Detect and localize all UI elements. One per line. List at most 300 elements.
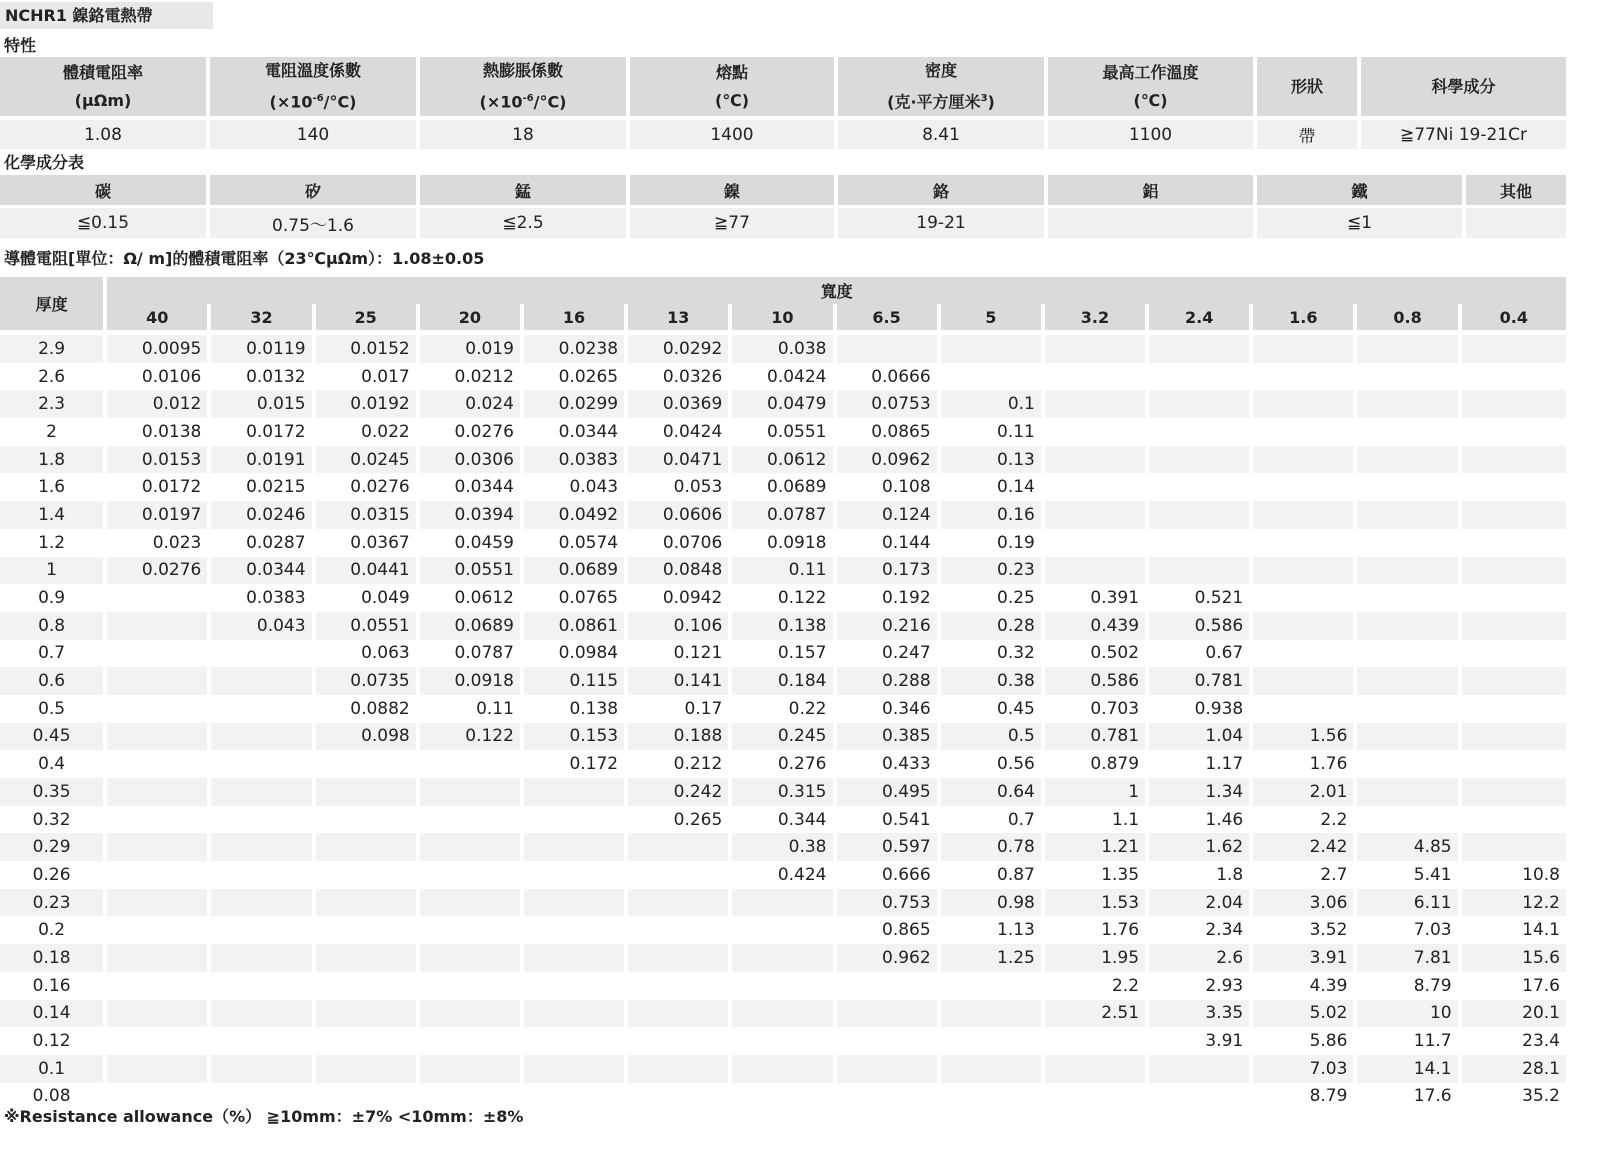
resistance-cell: 0.586 [1045,667,1149,695]
thickness-cell: 0.6 [0,667,107,695]
resistance-cell: 0.22 [732,695,836,723]
resistance-cell [1462,640,1566,668]
resistance-cell [1357,806,1461,834]
resistance-cell [732,944,836,972]
resistance-cell: 0.0551 [420,557,524,585]
resistance-cell [524,1000,628,1028]
table-row [0,944,1566,972]
resistance-cell [211,695,315,723]
resistance-cell [1045,335,1149,363]
resistance-cell [211,1000,315,1028]
resistance-cell: 2.04 [1149,889,1253,917]
resistance-cell: 3.06 [1253,889,1357,917]
resistance-cell [1253,667,1357,695]
thickness-cell: 0.18 [0,944,107,972]
resistance-cell [1462,335,1566,363]
width-col-20: 20 [420,304,524,330]
resistance-cell: 0.25 [941,584,1045,612]
resistance-cell [316,806,420,834]
unit-suffix: ) [987,92,995,112]
resistance-cell [211,750,315,778]
resistance-cell: 0.0865 [837,418,941,446]
element-header-4: 鉻 [838,175,1048,205]
resistance-cell: 1.46 [1149,806,1253,834]
resistance-cell: 1.56 [1253,723,1357,751]
unit-text: (μΩm) [74,90,132,110]
resistance-cell: 0.053 [628,473,732,501]
width-col-1.6: 1.6 [1253,304,1357,330]
resistance-cell: 1.34 [1149,778,1253,806]
resistance-cell: 0.0344 [211,557,315,585]
resistance-cell: 5.41 [1357,861,1461,889]
element-header-5: 鋁 [1048,175,1257,205]
resistance-cell [1462,750,1566,778]
property-header-3 [630,57,838,116]
resistance-cell: 1.1 [1045,806,1149,834]
resistance-cell: 8.79 [1357,972,1461,1000]
resistance-cell [107,612,211,640]
width-col-25: 25 [316,304,420,330]
resistance-cell: 7.03 [1253,1055,1357,1083]
resistance-cell [316,1000,420,1028]
resistance-cell [628,861,732,889]
resistance-cell: 0.11 [420,695,524,723]
properties-table [0,57,1566,149]
resistance-cell [1357,557,1461,585]
resistance-cell: 1.04 [1149,723,1253,751]
resistance-cell: 0.0292 [628,335,732,363]
page-title: NCHR1 鎳鉻電熱帶 [0,2,213,29]
element-value-6: ≦1 [1257,208,1466,238]
resistance-cell [107,1055,211,1083]
resistance-cell [837,1055,941,1083]
resistance-cell [1149,557,1253,585]
resistance-cell: 0.0918 [420,667,524,695]
resistance-cell [1357,695,1461,723]
width-col-6.5: 6.5 [837,304,941,330]
resistance-cell: 2.6 [1149,944,1253,972]
resistance-cell: 0.022 [316,418,420,446]
resistance-cell: 0.67 [1149,640,1253,668]
resistance-cell: 15.6 [1462,944,1566,972]
resistance-cell: 0.541 [837,806,941,834]
resistance-cell: 0.108 [837,473,941,501]
resistance-cell: 0.38 [732,833,836,861]
resistance-cell [524,778,628,806]
table-row [0,750,1566,778]
resistance-cell [1462,418,1566,446]
table-row [0,612,1566,640]
property-header-1 [210,57,420,116]
resistance-cell: 0.0551 [316,612,420,640]
resistance-cell [1253,418,1357,446]
resistance-cell [1045,446,1149,474]
resistance-cell [1462,557,1566,585]
resistance-cell: 0.043 [524,473,628,501]
thickness-cell: 2.3 [0,390,107,418]
resistance-cell [1045,363,1149,391]
resistance-cell: 2.42 [1253,833,1357,861]
property-header-6 [1257,57,1361,116]
property-header-unit [1048,87,1253,115]
resistance-cell [1357,446,1461,474]
resistance-cell [316,833,420,861]
resistance-cell: 5.86 [1253,1027,1357,1055]
width-header: 寬度 [107,277,1566,304]
resistance-cell: 0.0612 [420,584,524,612]
resistance-cell [107,778,211,806]
resistance-cell [1462,833,1566,861]
unit-prefix: (克·平方厘米 [887,92,981,112]
resistance-cell [107,695,211,723]
resistance-cell: 0.938 [1149,695,1253,723]
thickness-cell: 0.26 [0,861,107,889]
thickness-cell: 1 [0,557,107,585]
resistance-cell [628,1000,732,1028]
resistance-cell: 0.0106 [107,363,211,391]
resistance-cell [1149,1055,1253,1083]
resistance-table [0,277,1566,1110]
table-row [0,972,1566,1000]
thickness-cell: 0.12 [0,1027,107,1055]
thickness-cell: 0.4 [0,750,107,778]
resistance-cell: 3.91 [1253,944,1357,972]
resistance-cell: 0.063 [316,640,420,668]
resistance-cell: 0.184 [732,667,836,695]
resistance-cell: 0.0215 [211,473,315,501]
table-row [0,778,1566,806]
property-value-2: 18 [420,120,630,149]
resistance-cell [524,1055,628,1083]
thickness-cell: 0.2 [0,916,107,944]
resistance-cell [107,972,211,1000]
unit-exponent: -6 [522,93,534,104]
resistance-cell [1357,363,1461,391]
resistance-cell [524,833,628,861]
resistance-cell: 0.0132 [211,363,315,391]
resistance-cell [1357,612,1461,640]
element-header-7: 其他 [1466,175,1566,205]
resistance-cell [1462,778,1566,806]
unit-text: (℃) [1133,90,1168,110]
resistance-cell: 3.91 [1149,1027,1253,1055]
element-value-0: ≦0.15 [0,208,210,238]
resistance-cell [732,972,836,1000]
resistance-cell: 0.121 [628,640,732,668]
resistance-cell: 1.76 [1045,916,1149,944]
resistance-cell [1253,695,1357,723]
resistance-cell [1045,473,1149,501]
property-value-6: 帶 [1257,120,1361,149]
resistance-cell: 0.141 [628,667,732,695]
width-col-2.4: 2.4 [1149,304,1253,330]
resistance-cell [628,833,732,861]
resistance-cell: 0.0306 [420,446,524,474]
resistance-cell [628,889,732,917]
resistance-cell [732,1000,836,1028]
resistance-cell: 2.7 [1253,861,1357,889]
table-row [0,473,1566,501]
resistance-cell [1149,501,1253,529]
resistance-cell: 0.0666 [837,363,941,391]
thickness-cell: 1.8 [0,446,107,474]
property-header-unit [0,87,206,115]
thickness-cell: 2 [0,418,107,446]
resistance-cell [316,944,420,972]
resistance-cell: 0.0441 [316,557,420,585]
thickness-cell: 0.8 [0,612,107,640]
resistance-cell: 0.433 [837,750,941,778]
resistance-cell [1462,612,1566,640]
resistance-cell [941,1083,1045,1111]
property-header-label: 形狀 [1290,76,1323,96]
resistance-cell: 0.212 [628,750,732,778]
resistance-cell [1253,612,1357,640]
resistance-cell: 0.124 [837,501,941,529]
resistance-cell: 0.0212 [420,363,524,391]
resistance-cell: 0.0238 [524,335,628,363]
resistance-cell: 8.79 [1253,1083,1357,1111]
resistance-cell: 0.11 [732,557,836,585]
resistance-cell [420,1000,524,1028]
element-header-6: 鐵 [1257,175,1466,205]
resistance-cell: 0.16 [941,501,1045,529]
resistance-cell: 1.76 [1253,750,1357,778]
resistance-cell: 0.0861 [524,612,628,640]
property-value-4: 8.41 [838,120,1048,149]
resistance-cell: 0.14 [941,473,1045,501]
resistance-cell: 0.144 [837,529,941,557]
resistance-cell: 1.21 [1045,833,1149,861]
resistance-cell: 3.35 [1149,1000,1253,1028]
resistance-cell [420,889,524,917]
resistance-cell [837,335,941,363]
resistance-cell: 4.85 [1357,833,1461,861]
resistance-cell [211,778,315,806]
resistance-cell: 0.1 [941,390,1045,418]
resistance-cell: 0.7 [941,806,1045,834]
thickness-cell: 2.9 [0,335,107,363]
resistance-cell: 0.502 [1045,640,1149,668]
resistance-cell: 0.586 [1149,612,1253,640]
resistance-cell: 1.25 [941,944,1045,972]
resistance-cell [732,1083,836,1111]
thickness-cell: 0.5 [0,695,107,723]
resistance-cell [1357,750,1461,778]
resistance-cell: 0.753 [837,889,941,917]
resistance-cell [1045,501,1149,529]
resistance-cell [420,972,524,1000]
resistance-cell: 2.34 [1149,916,1253,944]
element-header-2: 錳 [420,175,630,205]
resistance-cell [837,1083,941,1111]
width-col-0.8: 0.8 [1357,304,1461,330]
resistance-cell [1357,778,1461,806]
resistance-cell: 1.35 [1045,861,1149,889]
resistance-cell: 0.242 [628,778,732,806]
resistance-cell: 0.0299 [524,390,628,418]
resistance-cell: 0.0383 [524,446,628,474]
width-col-40: 40 [107,304,211,330]
resistance-cell [1149,390,1253,418]
resistance-cell: 0.024 [420,390,524,418]
resistance-cell: 0.865 [837,916,941,944]
resistance-cell: 0.265 [628,806,732,834]
resistance-cell [1149,529,1253,557]
resistance-cell [1462,501,1566,529]
resistance-cell: 0.87 [941,861,1045,889]
property-header-label: 電阻溫度係數 [264,61,361,80]
resistance-cell [211,889,315,917]
resistance-cell: 0.0735 [316,667,420,695]
table-row [0,446,1566,474]
resistance-cell: 0.0197 [107,501,211,529]
resistance-cell: 0.173 [837,557,941,585]
resistance-cell: 0.0753 [837,390,941,418]
resistance-cell [524,806,628,834]
resistance-cell: 0.043 [211,612,315,640]
chemical-table [0,175,1566,238]
resistance-cell: 0.188 [628,723,732,751]
property-value-7: ≧77Ni 19-21Cr [1361,120,1566,149]
resistance-cell: 2.2 [1253,806,1357,834]
resistance-cell [211,723,315,751]
resistance-cell: 0.0918 [732,529,836,557]
resistance-cell: 0.0153 [107,446,211,474]
resistance-cell [1357,335,1461,363]
resistance-cell: 0.0471 [628,446,732,474]
resistance-cell [1357,529,1461,557]
element-value-2: ≦2.5 [420,208,630,238]
resistance-cell [941,1027,1045,1055]
resistance-cell [316,778,420,806]
resistance-cell [107,1027,211,1055]
resistance-cell: 0.0344 [420,473,524,501]
property-header-4 [838,57,1048,116]
resistance-cell: 0.017 [316,363,420,391]
resistance-cell: 0.0424 [628,418,732,446]
resistance-cell [316,861,420,889]
resistance-cell: 0.0119 [211,335,315,363]
resistance-cell: 0.0551 [732,418,836,446]
table-row [0,889,1566,917]
resistance-cell: 0.0246 [211,501,315,529]
resistance-cell [837,972,941,1000]
resistance-cell: 0.424 [732,861,836,889]
thickness-header: 厚度 [0,277,107,330]
resistance-cell: 0.346 [837,695,941,723]
resistance-cell [211,1027,315,1055]
resistance-cell [1149,446,1253,474]
element-value-7 [1466,208,1566,238]
resistance-cell: 0.0369 [628,390,732,418]
resistance-cell: 0.049 [316,584,420,612]
resistance-cell [1045,418,1149,446]
resistance-cell [107,584,211,612]
width-col-5: 5 [941,304,1045,330]
resistance-cell: 0.023 [107,529,211,557]
resistance-cell [941,1055,1045,1083]
property-header-7 [1361,57,1566,116]
resistance-cell [1253,557,1357,585]
resistance-cell: 1.17 [1149,750,1253,778]
resistance-cell: 0.0276 [316,473,420,501]
resistance-cell: 0.0574 [524,529,628,557]
resistance-cell: 0.0172 [107,473,211,501]
resistance-cell: 0.0367 [316,529,420,557]
resistance-cell: 0.122 [732,584,836,612]
resistance-cell [1357,667,1461,695]
resistance-cell [1357,723,1461,751]
resistance-cell: 0.38 [941,667,1045,695]
property-header-unit [838,85,1044,116]
chemical-section-title: 化學成分表 [4,153,85,172]
thickness-cell: 0.08 [0,1083,107,1111]
resistance-cell [1462,723,1566,751]
resistance-cell: 0.439 [1045,612,1149,640]
resistance-cell [107,944,211,972]
table-row [0,640,1566,668]
resistance-cell: 0.098 [316,723,420,751]
resistance-cell: 17.6 [1357,1083,1461,1111]
resistance-cell: 20.1 [1462,1000,1566,1028]
table-row [0,667,1566,695]
resistance-cell: 2.51 [1045,1000,1149,1028]
property-header-unit [630,87,834,115]
resistance-cell [628,1027,732,1055]
resistance-cell [1357,473,1461,501]
resistance-cell: 5.02 [1253,1000,1357,1028]
resistance-cell: 0.0765 [524,584,628,612]
resistance-cell: 0.153 [524,723,628,751]
property-header-label: 體積電阻率 [62,62,143,82]
resistance-cell: 0.315 [732,778,836,806]
resistance-cell [1253,640,1357,668]
resistance-cell: 0.0245 [316,446,420,474]
width-col-13: 13 [628,304,732,330]
resistance-cell: 2.93 [1149,972,1253,1000]
resistance-cell [420,833,524,861]
resistance-cell [107,861,211,889]
resistance-cell [1045,1083,1149,1111]
resistance-cell: 14.1 [1357,1055,1461,1083]
resistance-cell [1357,640,1461,668]
resistance-cell [107,889,211,917]
resistance-cell: 1 [1045,778,1149,806]
resistance-cell: 0.0962 [837,446,941,474]
element-header-1: 矽 [210,175,420,205]
resistance-cell: 0.115 [524,667,628,695]
resistance-cell [211,944,315,972]
table-row [0,335,1566,363]
resistance-cell: 0.0689 [732,473,836,501]
resistance-cell [941,972,1045,1000]
property-header-2 [420,57,630,116]
resistance-allowance-note: ※Resistance allowance（%） ≧10mm：±7% <10mm：±8% [4,1107,524,1126]
resistance-cell: 0.45 [941,695,1045,723]
resistance-cell [420,916,524,944]
unit-prefix: (×10 [479,92,523,112]
thickness-cell: 0.29 [0,833,107,861]
property-header-label: 熔點 [715,62,748,82]
resistance-cell: 0.0882 [316,695,420,723]
resistance-cell [420,750,524,778]
resistance-cell [107,806,211,834]
resistance-cell: 0.0152 [316,335,420,363]
resistance-cell [1462,806,1566,834]
resistance-cell [1462,390,1566,418]
width-col-3.2: 3.2 [1045,304,1149,330]
